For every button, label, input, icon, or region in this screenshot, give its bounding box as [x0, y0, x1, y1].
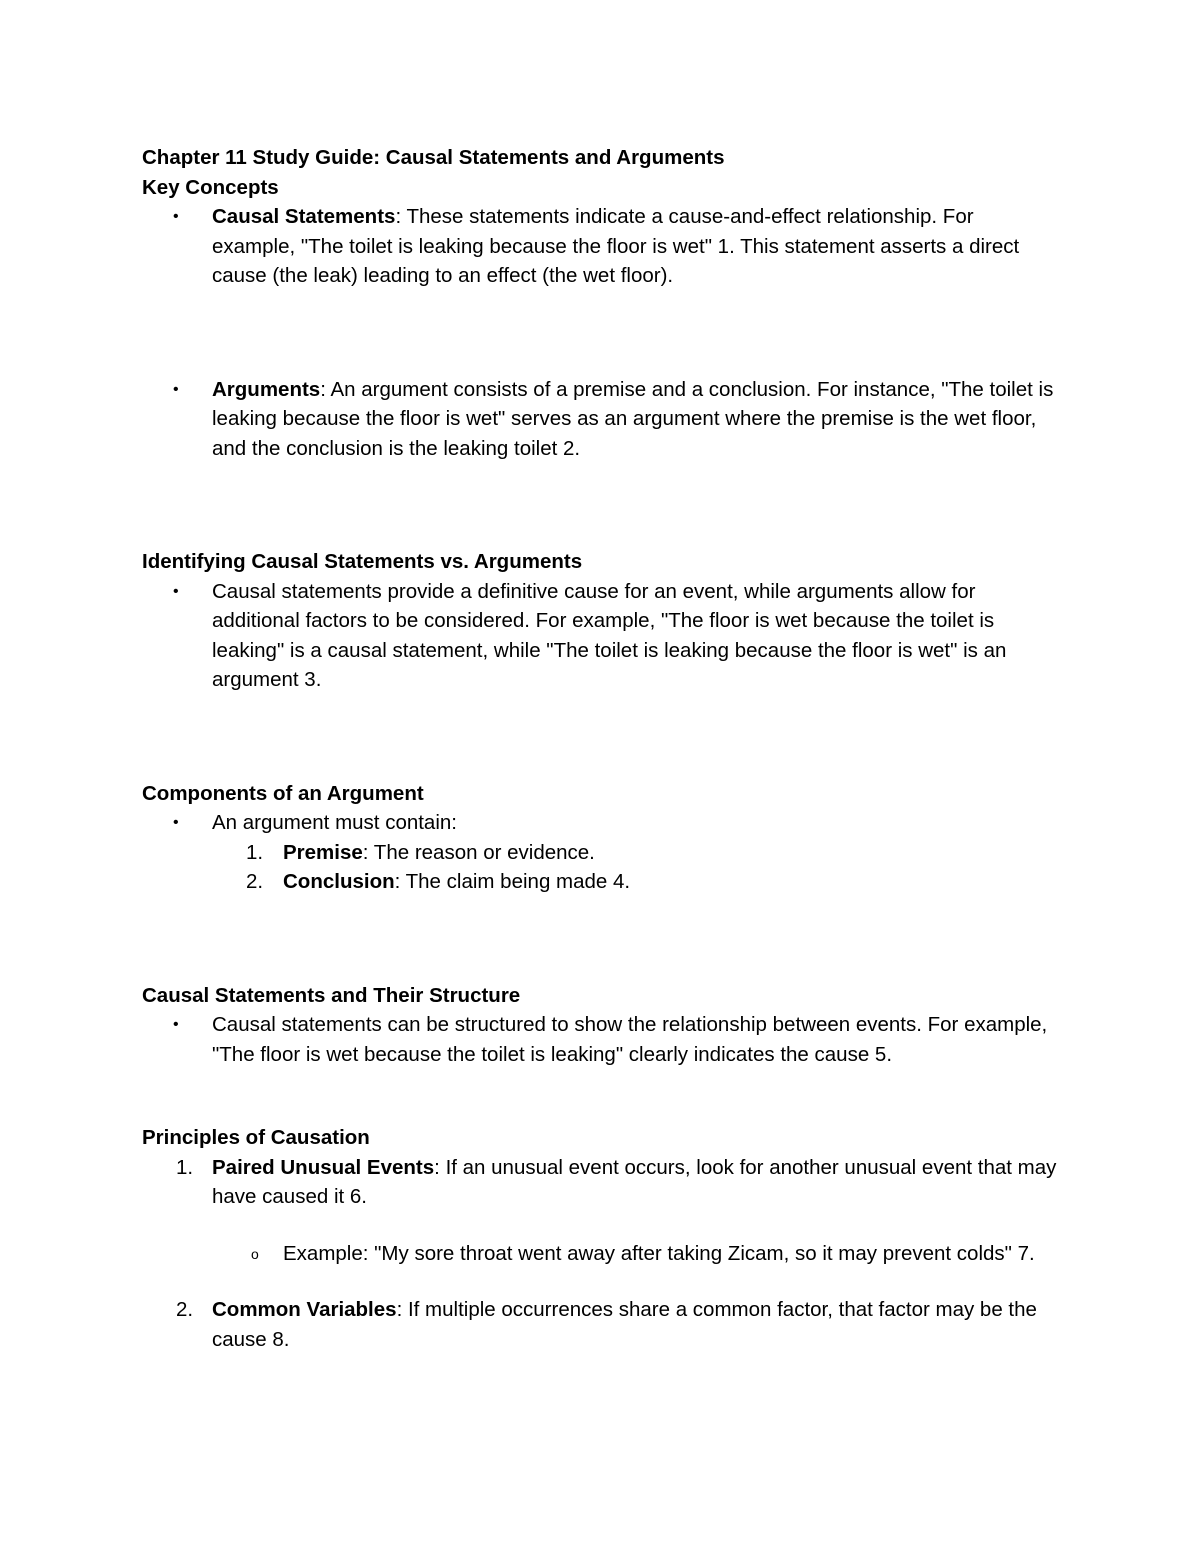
list-number: 2.	[176, 1298, 194, 1321]
text-components-intro: An argument must contain:	[212, 811, 457, 834]
document-title: Chapter 11 Study Guide: Causal Statements and Arguments	[142, 146, 725, 169]
text-identifying: Causal statements provide a definitive cause for an event, while arguments allow for additional factors to be considered. For example, "The floor is wet because the toilet is leaking" is a causal statement, while "The toilet is leaking because the floor is wet" is an argument 3.	[212, 579, 1007, 691]
term-common-variables: Common Variables	[212, 1298, 397, 1321]
text-structure: Causal statements can be structured to show the relationship between events. For example, "The floor is wet because the toilet is leaking" clearly indicates the cause 5.	[212, 1013, 1048, 1066]
heading-components: Components of an Argument	[142, 781, 424, 805]
list-item-causal-statements	[142, 202, 1062, 291]
list-item-components-intro	[142, 808, 1062, 838]
text-conclusion: : The claim being made 4.	[394, 870, 631, 893]
text-arguments: : An argument consists of a premise and a conclusion. For instance, "The toilet is leaking because the floor is wet" serves as an argument where the premise is the wet floor, and the conclusion is the leaking toilet 2.	[212, 377, 1054, 460]
list-item-arguments	[142, 375, 1062, 464]
term-premise: Premise	[283, 840, 363, 864]
heading-principles: Principles of Causation	[142, 1126, 370, 1149]
document-page	[142, 143, 1062, 1354]
text-paired-unusual-events: : If an unusual event occurs, look for another unusual event that may have caused it 6.	[212, 1155, 1057, 1208]
term-paired-unusual-events: Paired Unusual Events	[212, 1155, 435, 1179]
list-item-conclusion	[142, 867, 1062, 897]
list-number: 1.	[176, 1155, 194, 1179]
text-premise: : The reason or evidence.	[362, 840, 595, 864]
term-conclusion: Conclusion	[283, 870, 395, 893]
bullet-icon: •	[173, 380, 179, 398]
list-item-identifying	[142, 577, 1062, 695]
heading-identifying: Identifying Causal Statements vs. Arguments	[142, 550, 583, 573]
bullet-icon: •	[173, 582, 179, 600]
list-number: 1.	[246, 840, 264, 864]
list-number: 2.	[246, 870, 264, 893]
bullet-icon: •	[173, 208, 179, 225]
list-item-paired-unusual-events	[142, 1153, 1062, 1212]
heading-key-concepts: Key Concepts	[142, 175, 279, 199]
text-causal-statements: : These statements indicate a cause-and-effect relationship. For example, "The toilet is leaking because the floor is wet" 1. This statement asserts a direct cause (the leak) leading to an effect (the wet floor).	[212, 205, 1020, 287]
list-item-premise	[142, 838, 1062, 868]
text-common-variables: : If multiple occurrences share a common factor, that factor may be the cause 8.	[212, 1298, 1037, 1351]
list-item-structure	[142, 1010, 1062, 1069]
list-item-common-variables	[142, 1295, 1062, 1354]
bullet-icon: •	[173, 814, 179, 831]
text-zicam-example: Example: "My sore throat went away after taking Zicam, so it may prevent colds" 7.	[283, 1241, 1035, 1265]
list-item-zicam-example	[142, 1239, 1062, 1269]
term-causal-statements: Causal Statements	[212, 205, 396, 228]
bullet-icon: •	[173, 1016, 179, 1033]
heading-structure: Causal Statements and Their Structure	[142, 983, 521, 1007]
term-arguments: Arguments	[212, 377, 321, 401]
circle-bullet-icon: o	[251, 1245, 259, 1262]
